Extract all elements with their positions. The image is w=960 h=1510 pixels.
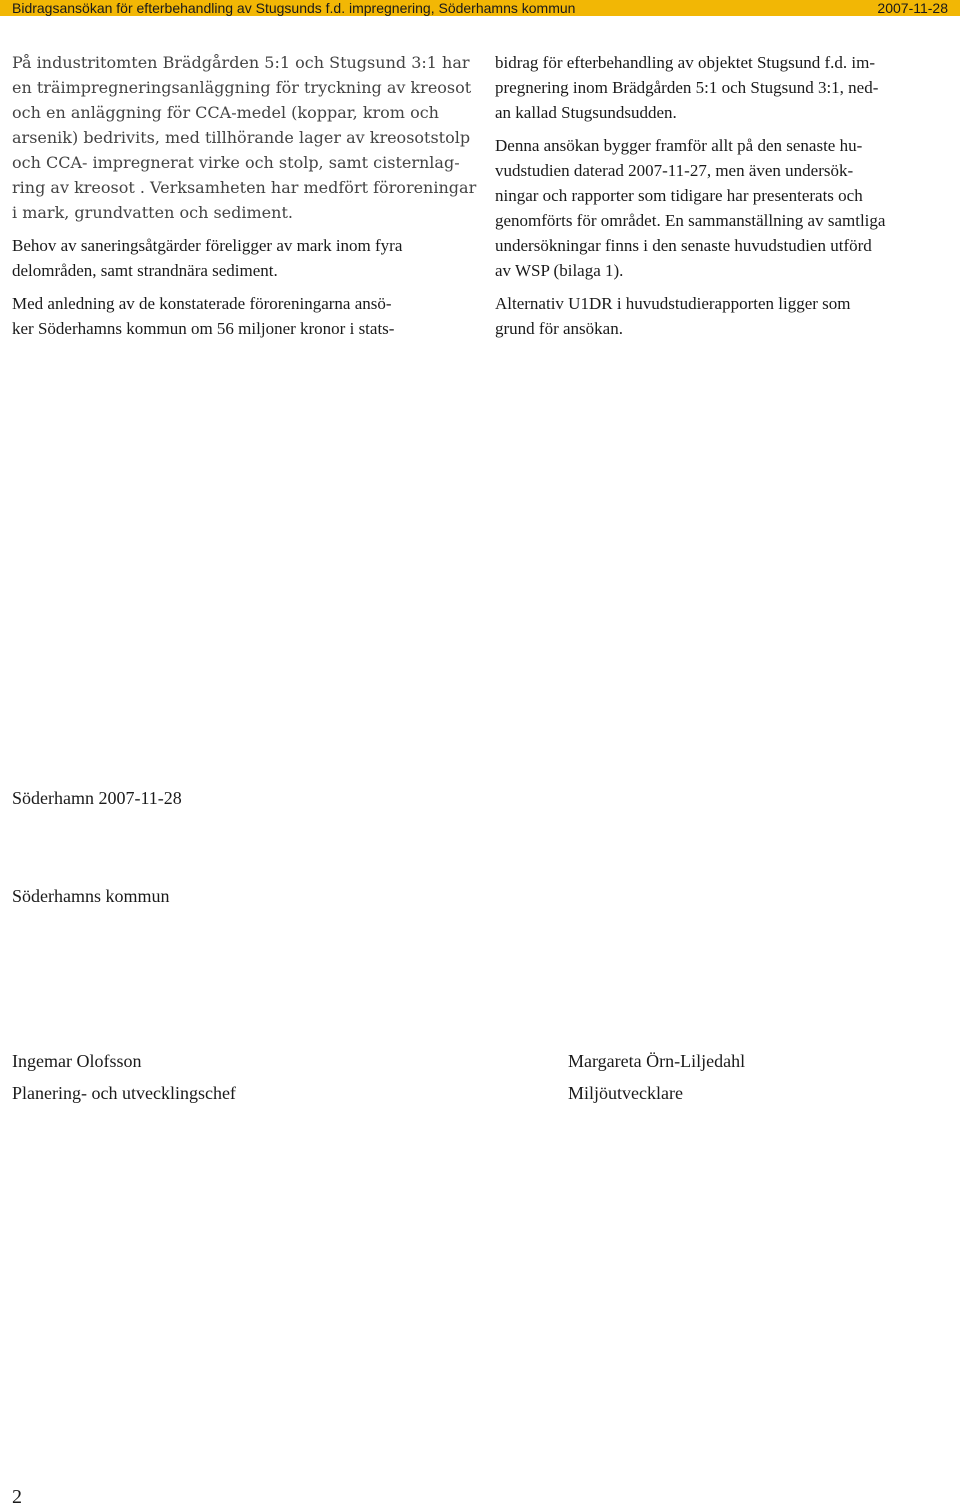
page-number: 2 [12,1486,22,1508]
text-line: delområden, samt strandnära sediment. [12,261,278,280]
left-column [12,50,477,341]
signer-title: Planering- och utvecklingschef [12,1083,236,1103]
continuation-paragraph [495,50,931,125]
measures-paragraph [12,233,458,283]
organization-name: Söderhamns kommun [12,886,170,906]
text-line: Alternativ U1DR i huvudstudierapporten ligger som [495,294,851,313]
text-line: grund för ansökan. [495,319,623,338]
signature-block-left [12,1045,236,1109]
signature-block-right [568,1045,745,1109]
text-line: av WSP (bilaga 1). [495,261,624,280]
text-line: arsenik) bedrivits, med tillhörande lager av kreosotstolp [12,128,471,147]
text-line: och en anläggning för CCA-medel (koppar, krom och [12,103,439,122]
signer-title: Miljöutvecklare [568,1083,683,1103]
right-column [495,50,931,341]
text-line: pregnering inom Brädgården 5:1 och Stugsund 3:1, ned- [495,78,879,97]
text-line: På industritomten Brädgården 5:1 och Stugsund 3:1 har [12,53,470,72]
text-line: och CCA- impregnerat virke och stolp, samt cisternlag- [12,153,460,172]
text-line: ningar och rapporter som tidigare har presenterats och [495,186,863,205]
text-line: bidrag för efterbehandling av objektet Stugsund f.d. im- [495,53,876,72]
intro-paragraph [12,50,477,225]
alternative-paragraph [495,291,931,341]
text-line: en träimpregneringsanläggning för tryckning av kreosot [12,78,472,97]
text-line: ring av kreosot . Verksamheten har medfört föroreningar [12,178,477,197]
document-date: 2007-11-28 [877,0,948,16]
document-title: Bidragsansökan för efterbehandling av Stugsunds f.d. impregnering, Söderhamns kommun [12,0,576,16]
page-header [0,0,960,16]
text-line: Behov av saneringsåtgärder föreligger av mark inom fyra [12,236,403,255]
signer-name: Margareta Örn-Liljedahl [568,1051,746,1071]
text-line: vudstudien daterad 2007-11-27, men även undersök- [495,161,854,180]
text-line: Denna ansökan bygger framför allt på den senaste hu- [495,136,863,155]
application-paragraph [12,291,458,341]
text-line: ker Söderhamns kommun om 56 miljoner kronor i stats- [12,319,395,338]
text-line: undersökningar finns i den senaste huvudstudien utförd [495,236,872,255]
place-date: Söderhamn 2007-11-28 [12,788,182,808]
text-line: i mark, grundvatten och sediment. [12,203,293,222]
text-line: genomförts för området. En sammanställning av samtliga [495,211,886,230]
text-line: an kallad Stugsundsudden. [495,103,677,122]
text-line: Med anledning av de konstaterade föroreningarna ansö- [12,294,392,313]
basis-paragraph [495,133,931,283]
signer-name: Ingemar Olofsson [12,1051,142,1071]
